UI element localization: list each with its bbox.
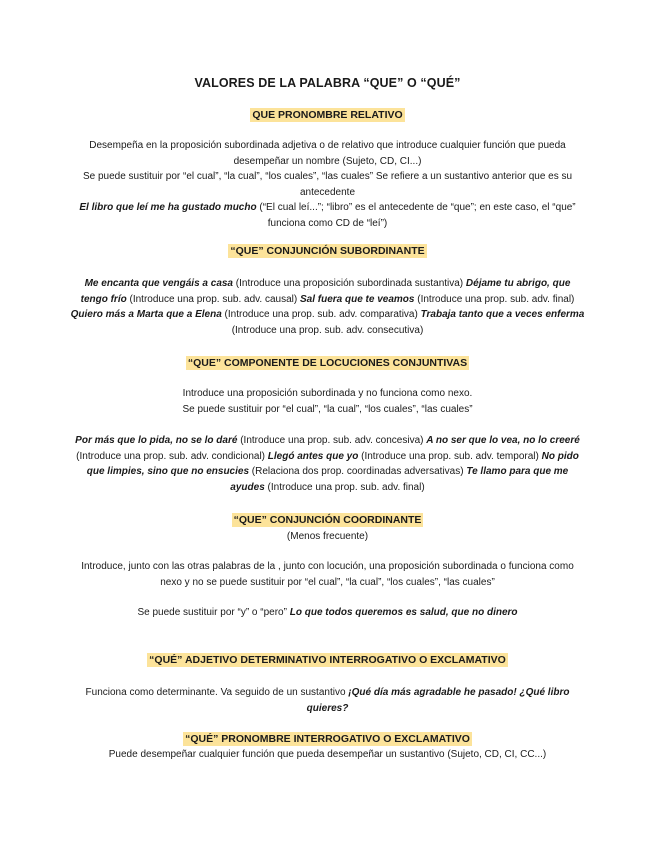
heading-highlight: “QUÉ” ADJETIVO DETERMINATIVO INTERROGATIVO O EXCLAMATIVO [149, 654, 506, 666]
section-heading-pronombre-interrogativo [0, 733, 655, 745]
paragraph-locuciones-definicion: Introduce una proposición subordinada y no funciona como nexo. [182, 388, 473, 399]
paragraph-relativo-sustitucion: Se puede sustituir por “el cual”, “la cual”, “los cuales”, “las cuales” Se refiere a un sustantivo anterior que es su antecedente [82, 171, 573, 198]
document-title: VALORES DE LA PALABRA “QUE” O “QUÉ” [194, 76, 461, 90]
example-note: Se puede sustituir por “y” o “pero” [137, 607, 290, 618]
example-note: Funciona como determinante. Va seguido de un sustantivo [85, 687, 349, 698]
example-note: (Introduce una prop. sub. adv. condicional) [76, 450, 268, 462]
example-text: Déjame tu abrigo, que tengo frío [80, 278, 571, 305]
example-text: Lo que todos queremos es salud, que no dinero [289, 607, 518, 618]
paragraph-relativo-ejemplo [70, 200, 585, 231]
paragraph-locuciones-ejemplos [70, 433, 585, 495]
section-heading-adjetivo-interrogativo [0, 654, 655, 666]
example-text: El libro que leí me ha gustado mucho [79, 202, 257, 213]
example-text: Me encanta que vengáis a casa [84, 278, 233, 289]
heading-highlight: QUE PRONOMBRE RELATIVO [252, 109, 403, 121]
example-note: (Introduce una proposición subordinada sustantiva) [233, 278, 466, 289]
example-text: No pido que limpies, sino que no ensucies [86, 450, 579, 477]
example-text: Quiero más a Marta que a Elena [70, 309, 222, 320]
paragraph-coordinante-frecuencia: (Menos frecuente) [286, 531, 369, 542]
example-text: Trabaja tanto que a veces enferma [420, 309, 585, 320]
paragraph-adjetivo-ejemplo [70, 685, 585, 716]
paragraph-relativo-definicion: Desempeña en la proposición subordinada adjetiva o de relativo que introduce cualquier función que pueda desempeñar un nombre (Sujeto, CD, CI...) [89, 140, 566, 167]
example-note: (“El cual leí...”; “libro” es el antecedente de “que”; en este caso, el “que” funciona como CD de “leí”) [256, 202, 576, 229]
paragraph-coordinante-ejemplo [130, 605, 525, 621]
section-heading-conjuncion-coordinante [0, 514, 655, 526]
example-note: (Introduce una prop. sub. adv. concesiva) [237, 435, 427, 446]
example-text: Te llamo para que me ayudes [230, 466, 569, 493]
example-note: (Introduce una prop. sub. adv. comparativa) [221, 309, 421, 320]
heading-highlight: “QUE” COMPONENTE DE LOCUCIONES CONJUNTIVAS [187, 357, 468, 369]
section-heading-locuciones-conjuntivas [0, 357, 655, 369]
example-note: (Introduce una prop. sub. adv. causal) [126, 293, 300, 305]
example-text: A no ser que lo vea, no lo creeré [426, 435, 580, 446]
example-note: (Relaciona dos prop. coordinadas adversativas) [249, 466, 467, 477]
example-text: Por más que lo pida, no se lo daré [75, 435, 238, 446]
example-note: (Introduce una prop. sub. adv. consecutiva) [231, 324, 424, 336]
paragraph-subordinante-ejemplos [70, 276, 585, 338]
example-note: (Introduce una prop. sub. adv. final) [414, 293, 575, 305]
heading-highlight: “QUÉ” PRONOMBRE INTERROGATIVO O EXCLAMATIVO [185, 733, 470, 745]
section-heading-pronombre-relativo [0, 109, 655, 121]
example-note: (Introduce una prop. sub. adv. final) [264, 481, 425, 493]
example-note: (Introduce una prop. sub. adv. temporal) [358, 450, 542, 462]
example-text: Sal fuera que te veamos [299, 293, 415, 305]
example-text: ¡Qué día más agradable he pasado! ¿Qué libro quieres? [306, 687, 570, 714]
heading-highlight: “QUE” CONJUNCIÓN SUBORDINANTE [230, 245, 425, 257]
heading-highlight: “QUE” CONJUNCIÓN COORDINANTE [233, 514, 422, 526]
paragraph-locuciones-sustitucion: Se puede sustituir por “el cual”, “la cual”, “los cuales”, “las cuales” [182, 404, 473, 415]
paragraph-coordinante-definicion: Introduce, junto con las otras palabras de la , junto con locución, una proposición subordinada o funciona como nexo y no se puede sustituir por “el cual”, “la cual”, “los cuales”, “las cuales” [81, 561, 574, 588]
example-text: Llegó antes que yo [267, 450, 359, 462]
paragraph-pronombre-interrogativo: Puede desempeñar cualquier función que pueda desempeñar un sustantivo (Sujeto, CD, CI, CC...) [108, 749, 547, 760]
section-heading-conjuncion-subordinante [0, 245, 655, 257]
